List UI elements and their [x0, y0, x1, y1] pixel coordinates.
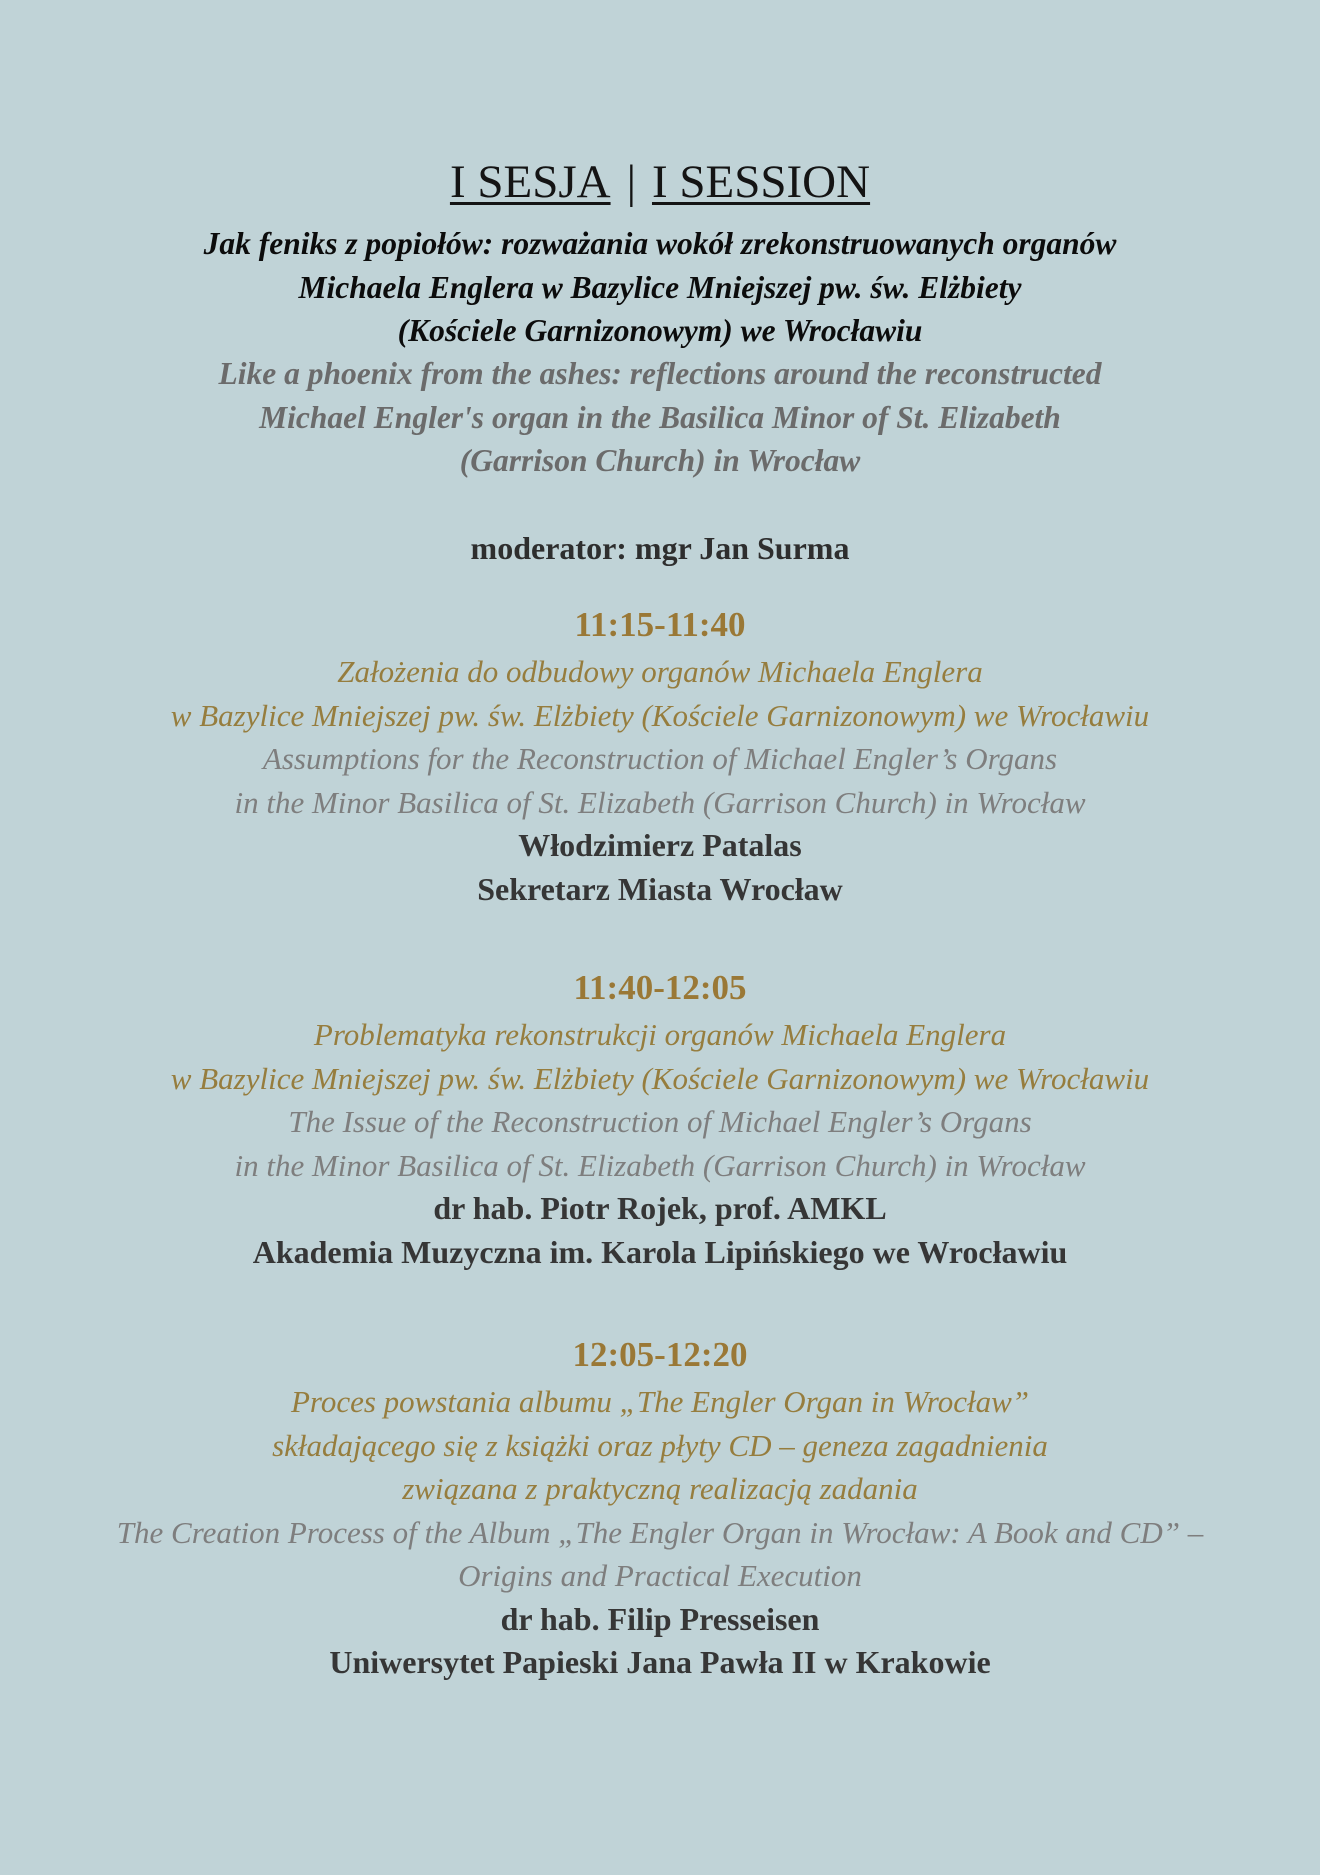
title-separator: |: [626, 156, 636, 208]
moderator: moderator: mgr Jan Surma: [470, 530, 850, 566]
talk-3: [40, 1332, 1280, 1685]
talk-title-en: The Creation Process of the Album „The Engler Organ in Wrocław: A Book and CD” –: [116, 1514, 1204, 1550]
talk-affiliation: Uniwersytet Papieski Jana Pawła II w Krakowie: [329, 1644, 991, 1680]
talk-affiliation: Sekretarz Miasta Wrocław: [477, 870, 843, 907]
talk-title-en: The Issue of the Reconstruction of Michael Engler’s Organs: [288, 1104, 1032, 1139]
talk-title-pl: w Bazylice Mniejszej pw. św. Elżbiety (Kościele Garnizonowym) we Wrocławiu: [170, 1060, 1150, 1096]
talk-2: [40, 965, 1280, 1274]
talk-speaker: dr hab. Filip Presseisen: [500, 1600, 820, 1637]
talk-affiliation: Akademia Muzyczna im. Karola Lipińskiego we Wrocławiu: [252, 1233, 1068, 1270]
topic-en-line: Michael Engler's organ in the Basilica Minor of St. Elizabeth: [259, 399, 1061, 435]
session-title: [0, 152, 1320, 212]
talk-time: 11:15-11:40: [574, 605, 746, 644]
talk-title-pl: Problematyka rekonstrukcji organów Michaela Englera: [313, 1017, 1007, 1052]
topic-pl-line: Jak feniks z popiołów: rozważania wokół zrekonstruowanych organów: [203, 226, 1117, 261]
topic-pl-line: (Kościele Garnizonowym) we Wrocławiu: [397, 313, 923, 348]
talk-title-pl: Proces powstania albumu „The Engler Organ in Wrocław”: [291, 1384, 1029, 1419]
talk-time: 11:40-12:05: [573, 968, 747, 1007]
talk-title-en: Assumptions for the Reconstruction of Michael Engler’s Organs: [262, 741, 1058, 776]
talk-title-en: in the Minor Basilica of St. Elizabeth (Garrison Church) in Wrocław: [234, 784, 1086, 820]
session-topic-pl: [60, 222, 1260, 353]
talk-title-en: Origins and Practical Execution: [458, 1558, 862, 1593]
topic-pl-line: Michaela Englera w Bazylice Mniejszej pw. św. Elżbiety: [298, 269, 1022, 305]
talk-speaker: dr hab. Piotr Rojek, prof. AMKL: [433, 1190, 887, 1226]
topic-en-line: Like a phoenix from the ashes: reflections around the reconstructed: [218, 356, 1102, 391]
talk-speaker: Włodzimierz Patalas: [518, 827, 802, 863]
talk-time: 12:05-12:20: [572, 1335, 748, 1374]
session-title-pl: I SESJA: [449, 156, 611, 208]
talk-title-pl: składającego się z książki oraz płyty CD – geneza zagadnienia: [272, 1427, 1048, 1463]
talk-title-en: in the Minor Basilica of St. Elizabeth (Garrison Church) in Wrocław: [234, 1147, 1086, 1183]
talk-title-pl: Założenia do odbudowy organów Michaela Englera: [337, 654, 983, 689]
topic-en-line: (Garrison Church) in Wrocław: [459, 443, 861, 478]
session-topic-en: [60, 352, 1260, 483]
talk-title-pl: związana z praktyczną realizacją zadania: [402, 1471, 918, 1506]
talk-title-pl: w Bazylice Mniejszej pw. św. Elżbiety (Kościele Garnizonowym) we Wrocławiu: [170, 697, 1150, 733]
talk-1: [40, 602, 1280, 911]
session-title-en: I SESSION: [651, 156, 871, 208]
